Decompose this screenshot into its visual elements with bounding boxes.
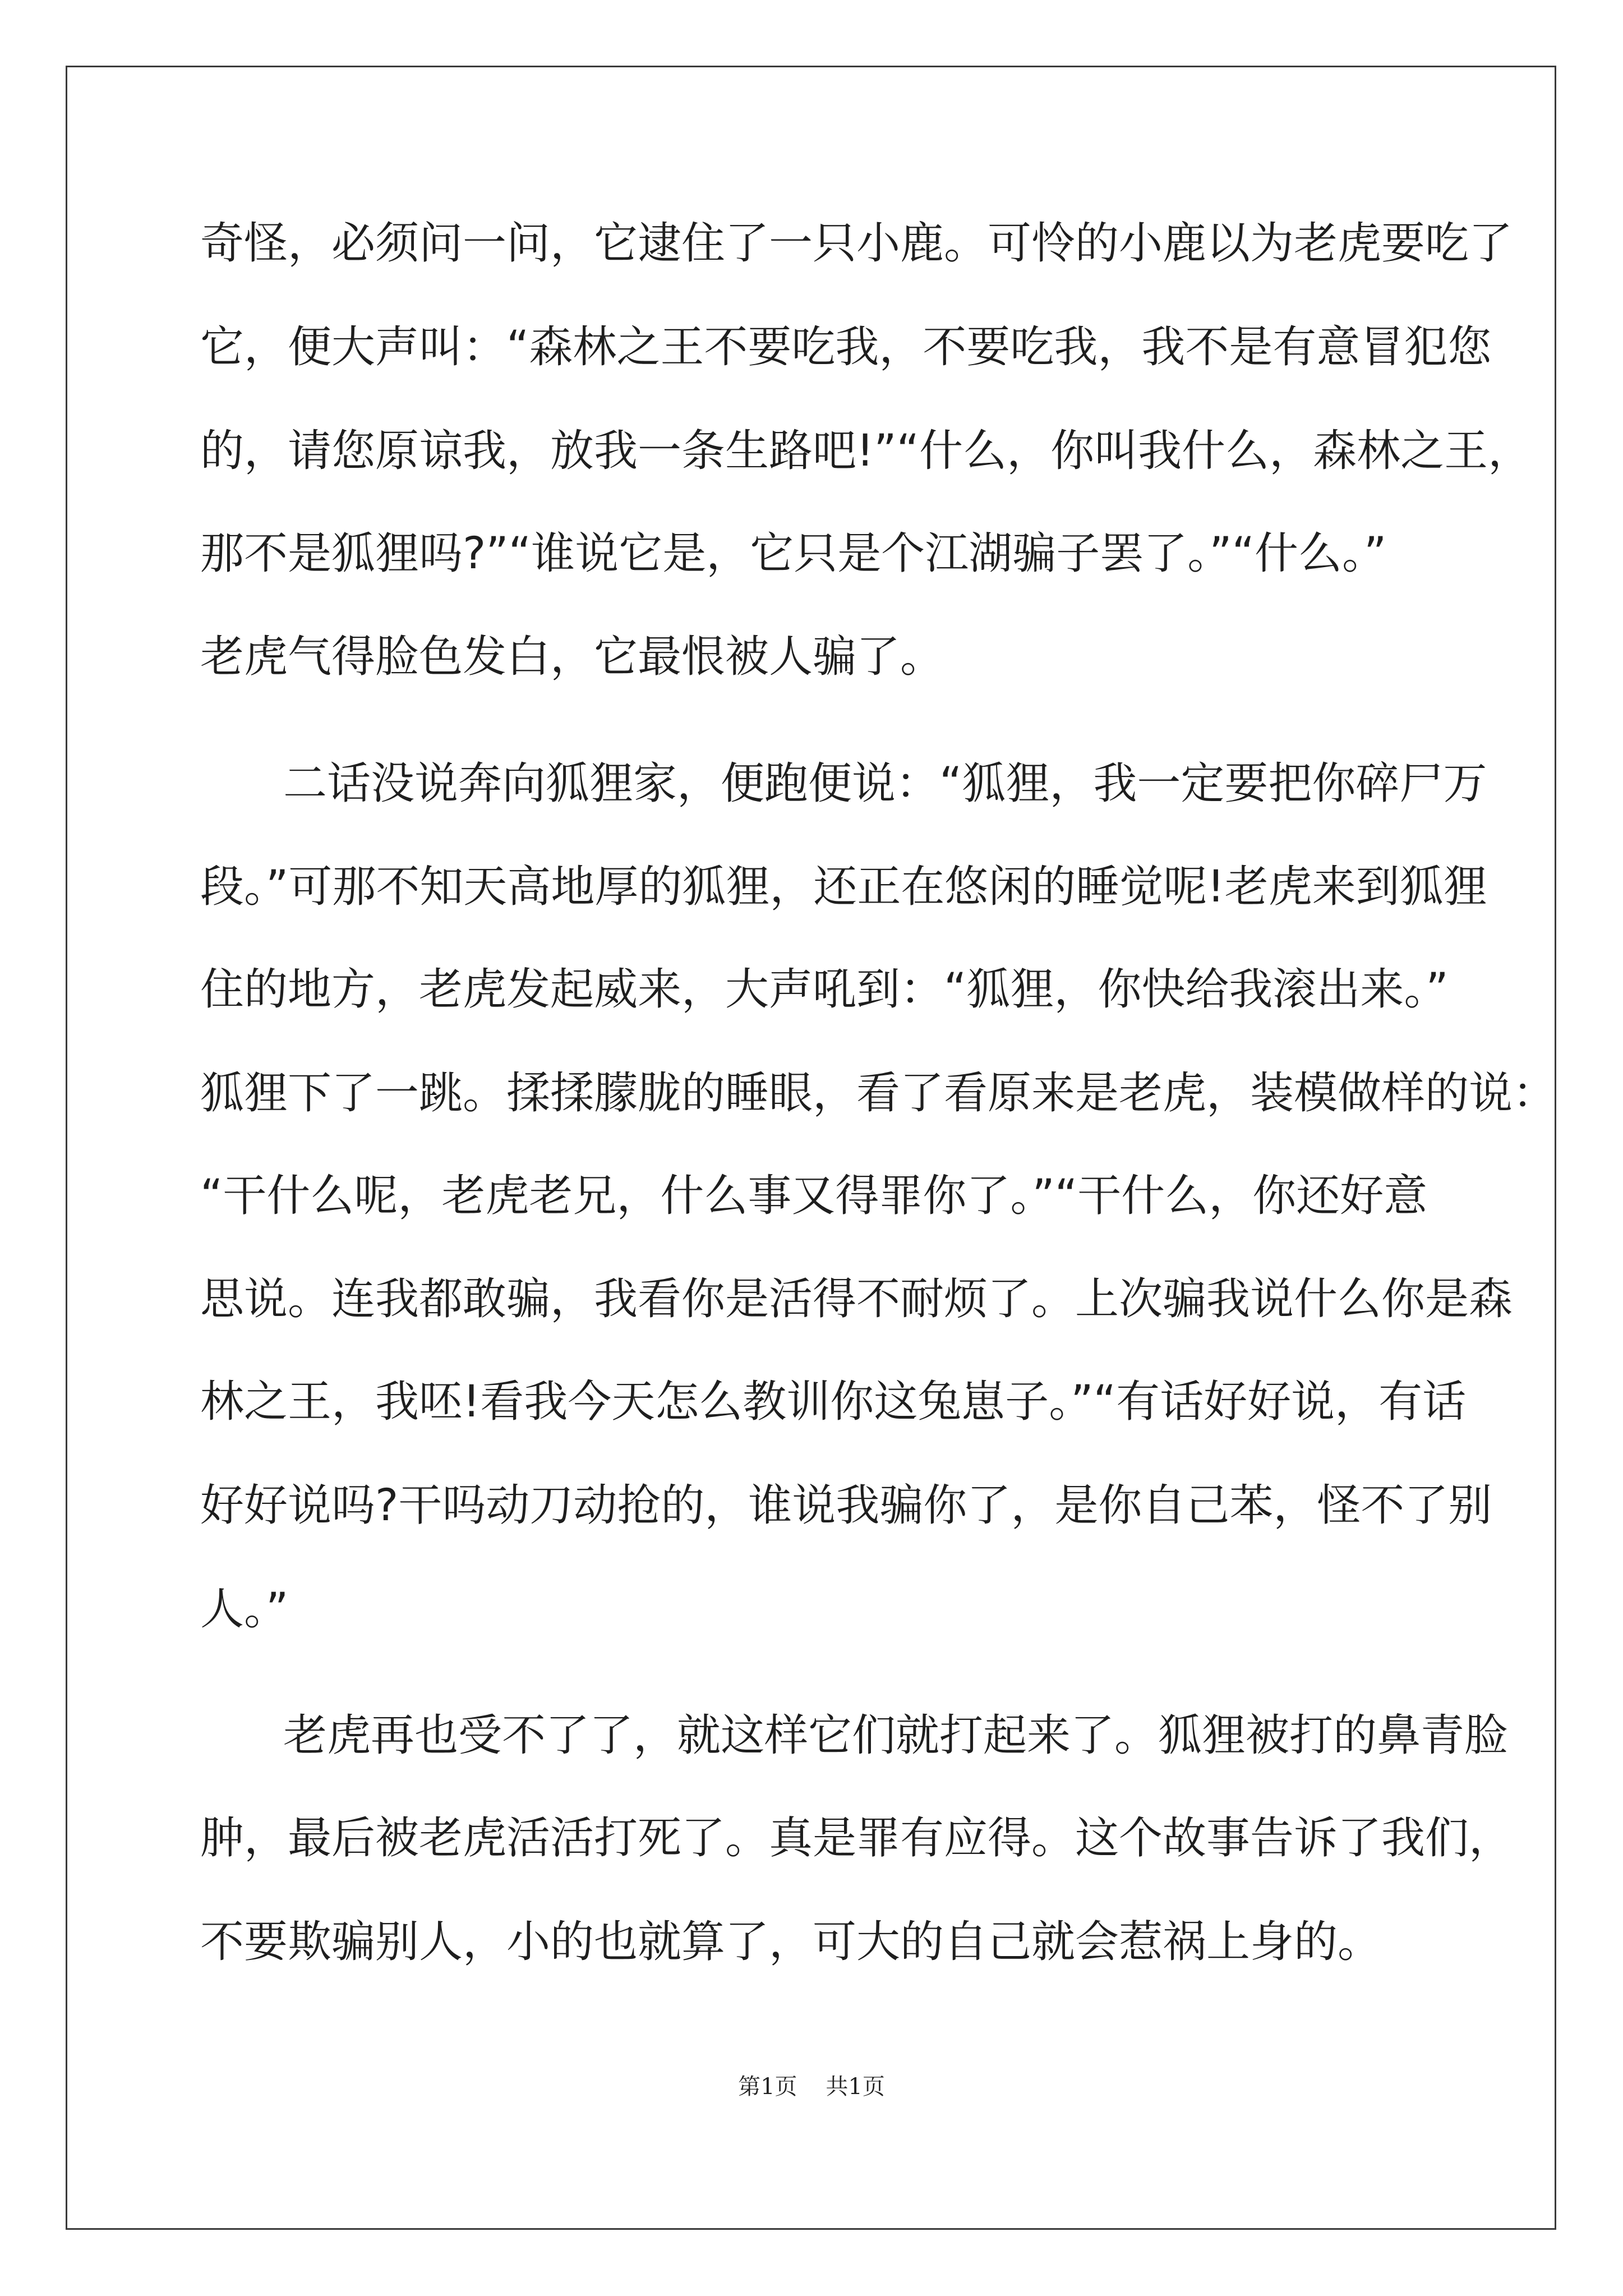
paragraph-2-line-3: 住的地方，老虎发起威来，大声吼到：“狐狸，你快给我滚出来。” bbox=[200, 964, 1449, 1015]
paragraph-1-line-2: 它，便大声叫：“森林之王不要吃我，不要吃我，我不是有意冒犯您 bbox=[200, 322, 1492, 372]
paragraph-2-line-7: 林之王，我呸!看我今天怎么教训你这兔崽子。”“有话好好说，有话 bbox=[200, 1377, 1467, 1427]
paragraph-1-line-3: 的，请您原谅我，放我一条生路吧!”“什么，你叫我什么，森林之王， bbox=[200, 426, 1532, 476]
page-number-footer: 第1页 共1页 bbox=[738, 2074, 885, 2100]
paragraph-2-line-8: 好好说吗?干吗动刀动抢的，谁说我骗你了，是你自己苯，怪不了别 bbox=[200, 1480, 1492, 1531]
paragraph-2-line-9: 人。” bbox=[200, 1584, 289, 1635]
paragraph-1-line-1: 奇怪，必须问一问，它逮住了一只小鹿。可怜的小鹿以为老虎要吃了 bbox=[200, 218, 1513, 269]
paragraph-3-line-3: 不要欺骗别人，小的也就算了，可大的自己就会惹祸上身的。 bbox=[200, 1917, 1382, 1967]
paragraph-2-line-5: “干什么呢，老虎老兄，什么事又得罪你了。”“干什么，你还好意 bbox=[200, 1171, 1428, 1221]
paragraph-1-line-4: 那不是狐狸吗?”“谁说它是，它只是个江湖骗子罢了。”“什么。” bbox=[200, 528, 1387, 579]
paragraph-2-line-4: 狐狸下了一跳。揉揉朦胧的睡眼，看了看原来是老虎，装模做样的说： bbox=[200, 1068, 1557, 1119]
paragraph-2-line-2: 段。”可那不知天高地厚的狐狸，还正在悠闲的睡觉呢!老虎来到狐狸 bbox=[200, 862, 1487, 912]
page-border bbox=[66, 66, 1556, 2230]
paragraph-1-line-5: 老虎气得脸色发白，它最恨被人骗了。 bbox=[200, 632, 944, 682]
paragraph-3-line-1: 老虎再也受不了了，就这样它们就打起来了。狐狸被打的鼻青脸 bbox=[283, 1710, 1509, 1761]
paragraph-2-line-6: 思说。连我都敢骗，我看你是活得不耐烦了。上次骗我说什么你是森 bbox=[200, 1274, 1513, 1324]
paragraph-2-line-1: 二话没说奔向狐狸家，便跑便说：“狐狸，我一定要把你碎尸万 bbox=[283, 758, 1487, 809]
paragraph-3-line-2: 肿，最后被老虎活活打死了。真是罪有应得。这个故事告诉了我们， bbox=[200, 1813, 1513, 1864]
